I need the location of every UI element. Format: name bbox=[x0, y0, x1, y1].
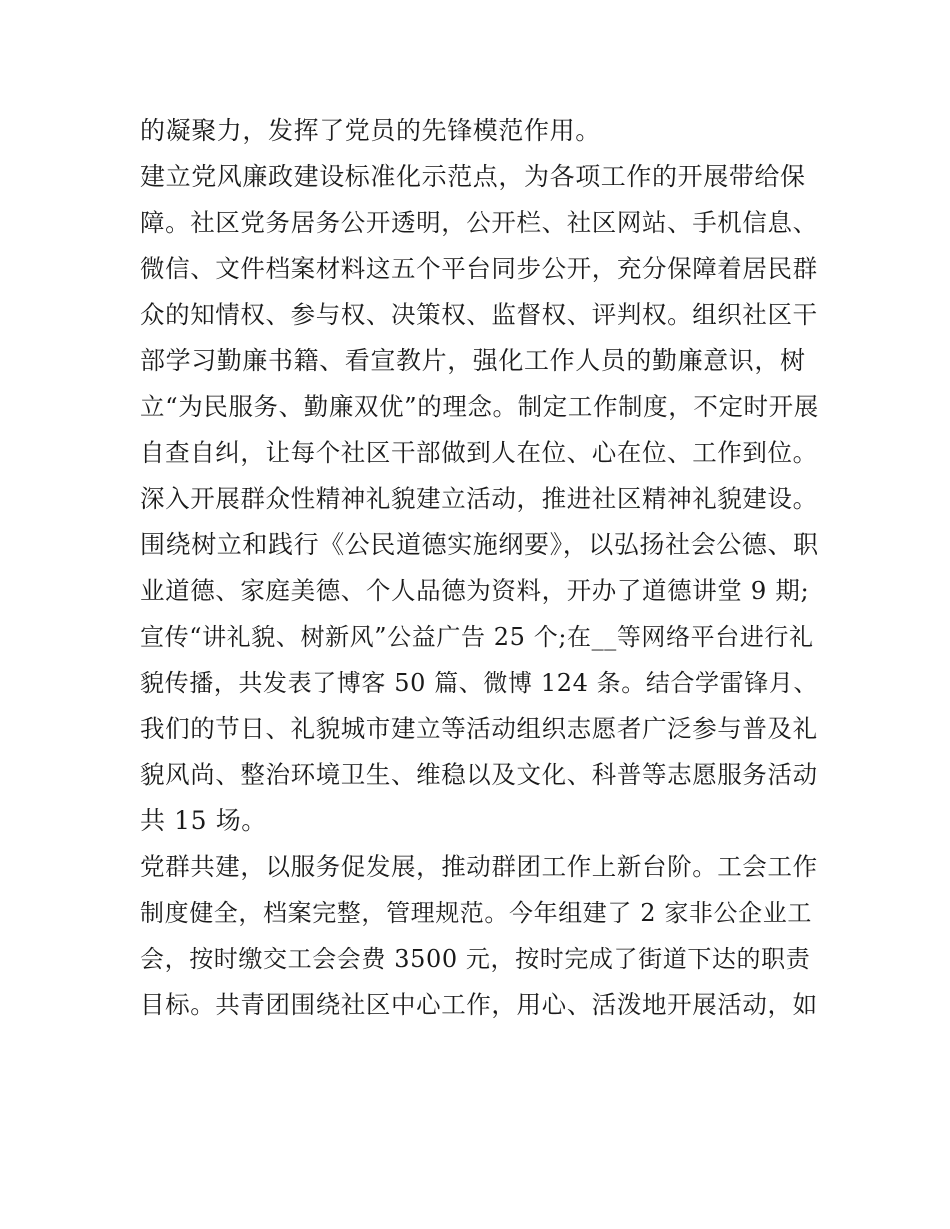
text-line: 立“为民服务、勤廉双优”的理念。制定工作制度，不定时开展 bbox=[140, 392, 819, 421]
text-line: 会，按时缴交工会会费 3500 元，按时完成了街道下达的职责 bbox=[140, 945, 811, 973]
text-line: 深入开展群众性精神礼貌建立活动，推进社区精神礼貌建设。 bbox=[140, 484, 818, 513]
text-line: 貌传播，共发表了博客 50 篇、微博 124 条。结合学雷锋月、 bbox=[140, 669, 819, 697]
text-line: 自查自纠，让每个社区干部做到人在位、心在位、工作到位。 bbox=[140, 438, 818, 467]
text-line: 建立党风廉政建设标准化示范点，为各项工作的开展带给保 bbox=[140, 162, 806, 191]
text-line: 共 15 场。 bbox=[140, 806, 267, 835]
text-line: 障。社区党务居务公开透明，公开栏、社区网站、手机信息、 bbox=[140, 208, 818, 237]
text-line: 宣传“讲礼貌、树新风”公益广告 25 个;在__等网络平台进行礼 bbox=[140, 623, 814, 651]
text-line: 众的知情权、参与权、决策权、监督权、评判权。组织社区干 bbox=[140, 300, 818, 329]
text-line: 的凝聚力，发挥了党员的先锋模范作用。 bbox=[140, 116, 601, 145]
body-text bbox=[140, 108, 820, 1028]
text-line: 目标。共青团围绕社区中心工作，用心、活泼地开展活动，如 bbox=[140, 990, 818, 1019]
text-line: 业道德、家庭美德、个人品德为资料，开办了道德讲堂 9 期; bbox=[140, 576, 810, 605]
text-line: 制度健全，档案完整，管理规范。今年组建了 2 家非公企业工 bbox=[140, 899, 812, 927]
text-line: 貌风尚、整治环境卫生、维稳以及文化、科普等志愿服务活动 bbox=[140, 760, 818, 789]
text-line: 我们的节日、礼貌城市建立等活动组织志愿者广泛参与普及礼 bbox=[140, 714, 818, 743]
text-line: 部学习勤廉书籍、看宣教片，强化工作人员的勤廉意识，树 bbox=[140, 346, 806, 375]
text-line: 党群共建，以服务促发展，推动群团工作上新台阶。工会工作 bbox=[140, 852, 818, 881]
text-line: 微信、文件档案材料这五个平台同步公开，充分保障着居民群 bbox=[140, 254, 818, 283]
text-line: 围绕树立和践行《公民道德实施纲要》，以弘扬社会公德、职 bbox=[140, 530, 819, 559]
